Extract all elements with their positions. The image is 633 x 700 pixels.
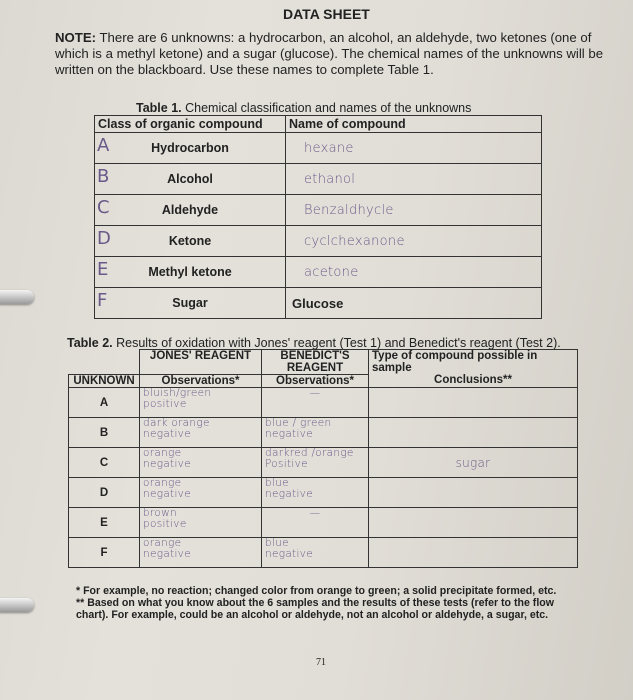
header-ben-observations: Observations* bbox=[262, 375, 369, 388]
table-row bbox=[95, 257, 542, 288]
jones-result: negative bbox=[143, 488, 191, 500]
conclusion-cell bbox=[369, 418, 578, 448]
table1-caption bbox=[136, 101, 471, 115]
page-title: DATA SHEET bbox=[283, 6, 370, 22]
jones-result: positive bbox=[143, 398, 187, 410]
ben-color: blue bbox=[265, 537, 289, 549]
header-observations: Observations* bbox=[140, 375, 262, 388]
table-row bbox=[95, 164, 542, 195]
table1-caption-label: Table 1. bbox=[136, 101, 182, 115]
conclusion-cell bbox=[369, 508, 578, 538]
table1-caption-text: Chemical classification and names of the unknowns bbox=[185, 101, 472, 115]
table-row bbox=[69, 418, 578, 448]
oxidation-table bbox=[68, 349, 578, 568]
jones-color: brown bbox=[143, 507, 177, 519]
name-cell: cyclchexanone bbox=[286, 226, 542, 257]
page-number: 71 bbox=[316, 657, 326, 668]
ben-result: negative bbox=[265, 548, 313, 560]
header-type-text: Type of compound possible in sample bbox=[372, 350, 538, 374]
note-text: There are 6 unknowns: a hydrocarbon, an alcohol, an aldehyde, two ketones (one of which is a methyl ketone) and a sugar (glucose). The chemical names of the unknowns will be written on the blackboard. Use these names to complete Table 1. bbox=[55, 30, 604, 77]
ben-obs-cell bbox=[262, 538, 369, 568]
header-jones: JONES' REAGENT bbox=[140, 350, 262, 375]
binder-ring bbox=[0, 290, 34, 304]
binder-ring bbox=[0, 598, 34, 612]
table-row bbox=[95, 133, 542, 164]
footnote-1: * For example, no reaction; changed color from orange to green; a solid precipitate formed, etc. bbox=[76, 585, 557, 597]
table2-caption bbox=[67, 336, 561, 350]
ben-obs-cell bbox=[262, 388, 369, 418]
header-name: Name of compound bbox=[286, 116, 542, 133]
conclusion-cell bbox=[369, 538, 578, 568]
name-cell: hexane bbox=[286, 133, 542, 164]
table-row bbox=[69, 448, 578, 478]
header-type bbox=[369, 350, 578, 388]
unknown-cell: C bbox=[69, 448, 140, 478]
table-row bbox=[69, 508, 578, 538]
jones-color: bluish/green bbox=[143, 387, 212, 399]
table-row bbox=[69, 478, 578, 508]
note-label: NOTE: bbox=[55, 30, 97, 45]
footnote-2: ** Based on what you know about the 6 samples and the results of these tests (refer to the flow chart). For example, could be an alcohol or aldehyde, not an alcohol or aldehyde, a sugar, etc. bbox=[76, 597, 554, 621]
jones-obs-cell bbox=[140, 418, 262, 448]
header-benedicts: BENEDICT'S REAGENT bbox=[262, 350, 369, 375]
header-conclusions: Conclusions** bbox=[434, 374, 512, 386]
unknown-cell: D bbox=[69, 478, 140, 508]
table-row bbox=[95, 195, 542, 226]
jones-obs-cell bbox=[140, 478, 262, 508]
conclusion-cell bbox=[369, 388, 578, 418]
ben-obs-cell bbox=[262, 478, 369, 508]
table2-caption-text: Results of oxidation with Jones' reagent (Test 1) and Benedict's reagent (Test 2). bbox=[116, 336, 561, 350]
table2-caption-label: Table 2. bbox=[67, 336, 113, 350]
header-unknown: UNKNOWN bbox=[69, 375, 140, 388]
ben-obs-cell bbox=[262, 418, 369, 448]
unknown-cell: A bbox=[69, 388, 140, 418]
ben-color: — bbox=[309, 387, 321, 399]
unknown-letter: B bbox=[97, 166, 110, 187]
class-cell: Methyl ketone bbox=[148, 265, 232, 279]
jones-obs-cell bbox=[140, 508, 262, 538]
header-class: Class of organic compound bbox=[95, 116, 286, 133]
unknown-letter: C bbox=[97, 197, 110, 218]
table-row bbox=[69, 388, 578, 418]
footnotes bbox=[76, 585, 586, 621]
ben-color: blue bbox=[265, 477, 289, 489]
name-cell: Benzaldhycle bbox=[286, 195, 542, 226]
jones-result: positive bbox=[143, 518, 187, 530]
jones-color: orange bbox=[143, 477, 182, 489]
unknown-letter: D bbox=[97, 228, 111, 249]
ben-color: darkred /orange bbox=[265, 447, 354, 459]
ben-color: — bbox=[309, 507, 321, 519]
jones-color: orange bbox=[143, 447, 182, 459]
class-cell: Aldehyde bbox=[161, 203, 219, 217]
jones-obs-cell bbox=[140, 388, 262, 418]
ben-result: negative bbox=[265, 428, 313, 440]
jones-color: orange bbox=[143, 537, 182, 549]
ben-result: Positive bbox=[265, 458, 308, 470]
class-cell: Hydrocarbon bbox=[151, 141, 229, 155]
unknown-cell: B bbox=[69, 418, 140, 448]
unknown-letter: A bbox=[97, 135, 110, 156]
unknown-letter: F bbox=[97, 290, 108, 311]
jones-result: negative bbox=[143, 548, 191, 560]
unknown-cell: E bbox=[69, 508, 140, 538]
conclusion-cell: sugar bbox=[369, 448, 578, 478]
classification-table bbox=[94, 115, 542, 319]
table-row bbox=[95, 288, 542, 319]
jones-color: dark orange bbox=[143, 417, 210, 429]
table-row bbox=[95, 226, 542, 257]
name-cell: ethanol bbox=[286, 164, 542, 195]
table-row bbox=[69, 538, 578, 568]
ben-result: negative bbox=[265, 488, 313, 500]
name-cell: Glucose bbox=[286, 288, 542, 319]
note-paragraph bbox=[55, 30, 625, 78]
jones-result: negative bbox=[143, 458, 191, 470]
ben-color: blue / green bbox=[265, 417, 332, 429]
unknown-cell: F bbox=[69, 538, 140, 568]
unknown-letter: E bbox=[97, 259, 109, 280]
jones-obs-cell bbox=[140, 538, 262, 568]
ben-obs-cell bbox=[262, 448, 369, 478]
blank-header bbox=[69, 350, 140, 375]
jones-result: negative bbox=[143, 428, 191, 440]
jones-obs-cell bbox=[140, 448, 262, 478]
class-cell: Ketone bbox=[168, 234, 212, 248]
name-cell: acetone bbox=[286, 257, 542, 288]
conclusion-cell bbox=[369, 478, 578, 508]
class-cell: Sugar bbox=[172, 296, 208, 310]
class-cell: Alcohol bbox=[167, 172, 213, 186]
ben-obs-cell bbox=[262, 508, 369, 538]
